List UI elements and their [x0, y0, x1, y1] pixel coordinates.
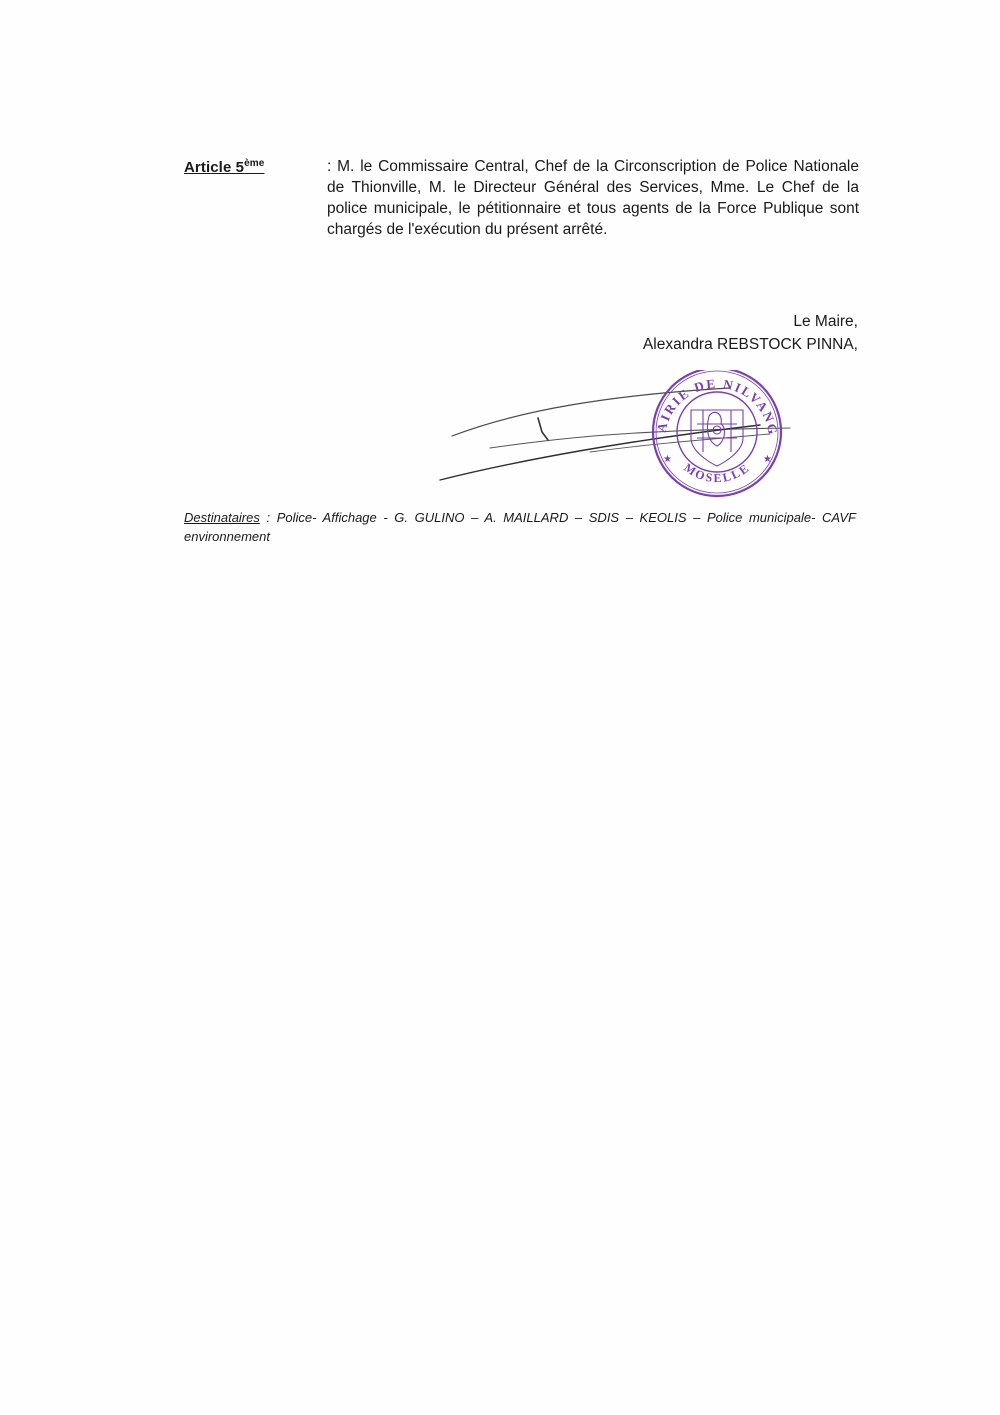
article-label: Article 5 [184, 159, 245, 176]
recipients-label: Destinataires [184, 510, 260, 525]
recipients-separator: : [259, 510, 277, 525]
svg-text:MOSELLE [681, 460, 752, 485]
stamp-star-right: ★ [763, 454, 772, 465]
stamp-star-left: ★ [663, 454, 672, 465]
signatory-name: Alexandra REBSTOCK PINNA, [642, 336, 858, 353]
article-heading [184, 158, 264, 176]
recipients-block [184, 508, 856, 546]
article-body: : M. le Commissaire Central, Chef de la Circonscription de Police Nationale de Thionville, M. le Directeur Général des Services, Mme. Le Chef de la police municipale, le pétitionnaire et tous agents de la Force Publique sont chargés de l'exécution du présent arrêté. [327, 158, 859, 238]
stamp-text-top: MAIRIE DE NILVANGE [653, 375, 782, 438]
signature-area [430, 370, 800, 500]
municipal-stamp [653, 370, 781, 496]
signature-stamp-graphic [430, 370, 800, 500]
stamp-text-bottom: MOSELLE [681, 460, 753, 486]
recipients-list: Police- Affichage - G. GULINO – A. MAILLARD – SDIS – KEOLIS – Police municipale- CAVF environnement [184, 510, 856, 544]
signatory-title: Le Maire, [793, 313, 858, 330]
article-label-superscript: ème [244, 158, 265, 169]
coat-of-arms-icon [691, 410, 743, 466]
